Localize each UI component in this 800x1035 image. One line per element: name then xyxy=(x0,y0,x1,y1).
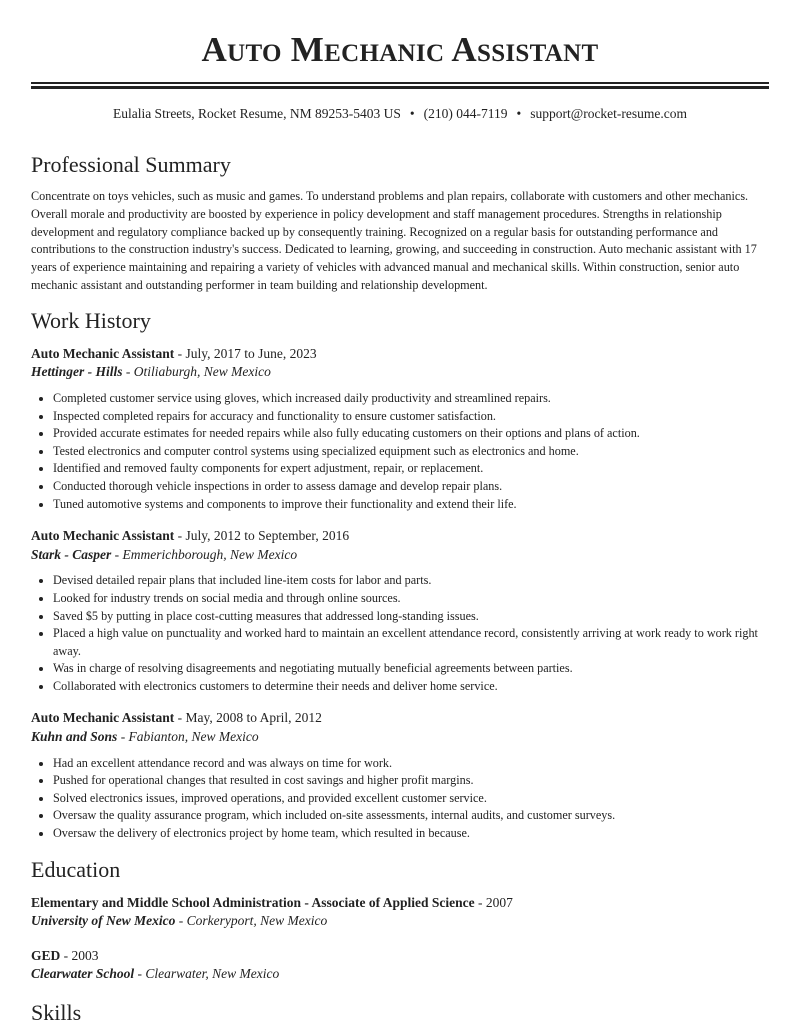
resume-name: Auto Mechanic Assistant xyxy=(201,30,599,69)
degree-name: GED xyxy=(31,947,61,963)
school-name: University of New Mexico xyxy=(31,913,176,929)
job-bullet: • Inspected completed repairs for accuracy and functionality to ensure customer satisfaction. xyxy=(53,408,769,426)
contact-separator: • xyxy=(409,106,415,121)
degree-year: - 2007 xyxy=(474,894,513,910)
education-entry xyxy=(31,947,769,984)
summary-text: Concentrate on toys vehicles, such as music and games. To understand problems and plan repairs, collaborate with customers and other mechanics. Overall morale and productivity are boosted by experience in policy development and staff management procedures. Strengths in relationship development and regulatory compliance backed up by consequently training. Recognized on a regular basis for outstanding performance and contributions to the construction industry's success. Dedicated to learning, growing, and succeeding in construction. Auto mechanic assistant with 17 years of experience maintaining and repairing a variety of vehicles with advanced manual and mechanical skills. Within construction, senior auto mechanic assistant and outstanding performer in team building and relationship development. xyxy=(31,189,757,292)
job-bullet: • Pushed for operational changes that resulted in cost savings and higher profit margins. xyxy=(53,772,769,790)
degree-line xyxy=(31,894,769,913)
school-name: Clearwater School xyxy=(31,966,135,982)
job-company-line xyxy=(31,728,769,747)
job-bullet: • Provided accurate estimates for needed repairs while also fully educating customers on their options and plans of action. xyxy=(53,425,769,443)
job-bullet: • Had an excellent attendance record and was always on time for work. xyxy=(53,755,769,773)
job-role: Auto Mechanic Assistant xyxy=(31,345,175,361)
job-company: Stark - Casper xyxy=(31,546,112,562)
job-bullet: • Solved electronics issues, improved operations, and provided excellent customer service. xyxy=(53,790,769,808)
job-bullet: • Was in charge of resolving disagreements and negotiating mutually beneficial agreements between parties. xyxy=(53,660,769,678)
job-dates: - July, 2017 to June, 2023 xyxy=(174,345,317,361)
school-line xyxy=(31,912,769,931)
job-title-line xyxy=(31,709,769,728)
job-bullet: • Devised detailed repair plans that included line-item costs for labor and parts. xyxy=(53,572,769,590)
school-location: - Corkeryport, New Mexico xyxy=(175,913,328,929)
job-location: - Otiliaburgh, New Mexico xyxy=(122,364,271,380)
job-entry xyxy=(31,527,769,695)
job-company: Kuhn and Sons xyxy=(31,729,118,745)
job-bullets xyxy=(31,390,769,513)
contact-separator: • xyxy=(516,106,522,121)
contact-line xyxy=(31,105,769,123)
job-location: - Fabianton, New Mexico xyxy=(117,729,259,745)
job-title-line xyxy=(31,527,769,546)
degree-year: - 2003 xyxy=(60,947,99,963)
job-bullet: • Conducted thorough vehicle inspections in order to assess damage and develop repair plans. xyxy=(53,478,769,496)
education-entry xyxy=(31,894,769,931)
job-entry xyxy=(31,709,769,842)
summary-heading: Professional Summary xyxy=(31,152,231,177)
job-company: Hettinger - Hills xyxy=(31,364,123,380)
job-bullet: • Collaborated with electronics customers to determine their needs and deliver home service. xyxy=(53,678,769,696)
degree-line xyxy=(31,947,769,966)
job-role: Auto Mechanic Assistant xyxy=(31,528,175,544)
skills-heading: Skills xyxy=(31,1000,82,1025)
job-bullet: • Oversaw the quality assurance program, which included on-site assessments, internal audits, and customer surveys. xyxy=(53,807,769,825)
job-company-line xyxy=(31,363,769,382)
contact-address: Eulalia Streets, Rocket Resume, NM 89253-5403 US xyxy=(112,106,401,121)
job-bullet: • Placed a high value on punctuality and worked hard to maintain an excellent attendance record, consistently arriving at work ready to work right away. xyxy=(53,625,769,660)
job-title-line xyxy=(31,345,769,364)
work-history-heading: Work History xyxy=(31,307,151,333)
job-bullets xyxy=(31,755,769,843)
contact-email[interactable]: support@rocket-resume.com xyxy=(530,106,688,121)
header-divider xyxy=(31,82,769,84)
job-bullet: • Saved $5 by putting in place cost-cutting measures that addressed long-standing issues. xyxy=(53,608,769,626)
contact-phone[interactable]: (210) 044-7119 xyxy=(423,106,508,121)
school-line xyxy=(31,965,769,984)
job-bullet: • Oversaw the delivery of electronics project by home team, which resulted in because. xyxy=(53,825,769,843)
job-entry xyxy=(31,345,769,513)
degree-name: Elementary and Middle School Administration - Associate of Applied Science xyxy=(31,894,475,910)
school-location: - Clearwater, New Mexico xyxy=(134,966,280,982)
job-bullet: • Identified and removed faulty components for expert adjustment, repair, or replacement. xyxy=(53,460,769,478)
job-bullet: • Tested electronics and computer control systems using specialized equipment such as electronics and home. xyxy=(53,443,769,461)
header-divider-thick xyxy=(31,86,769,89)
job-company-line xyxy=(31,546,769,565)
job-role: Auto Mechanic Assistant xyxy=(31,710,175,726)
job-dates: - May, 2008 to April, 2012 xyxy=(174,710,322,726)
job-bullet: • Looked for industry trends on social media and through online sources. xyxy=(53,590,769,608)
job-location: - Emmerichborough, New Mexico xyxy=(111,546,298,562)
job-bullet: • Tuned automotive systems and components to improve their functionality and extend their life. xyxy=(53,496,769,514)
job-bullet: • Completed customer service using gloves, which increased daily productivity and streamlined repairs. xyxy=(53,390,769,408)
education-heading: Education xyxy=(31,856,121,882)
job-bullets xyxy=(31,572,769,695)
job-dates: - July, 2012 to September, 2016 xyxy=(174,528,350,544)
